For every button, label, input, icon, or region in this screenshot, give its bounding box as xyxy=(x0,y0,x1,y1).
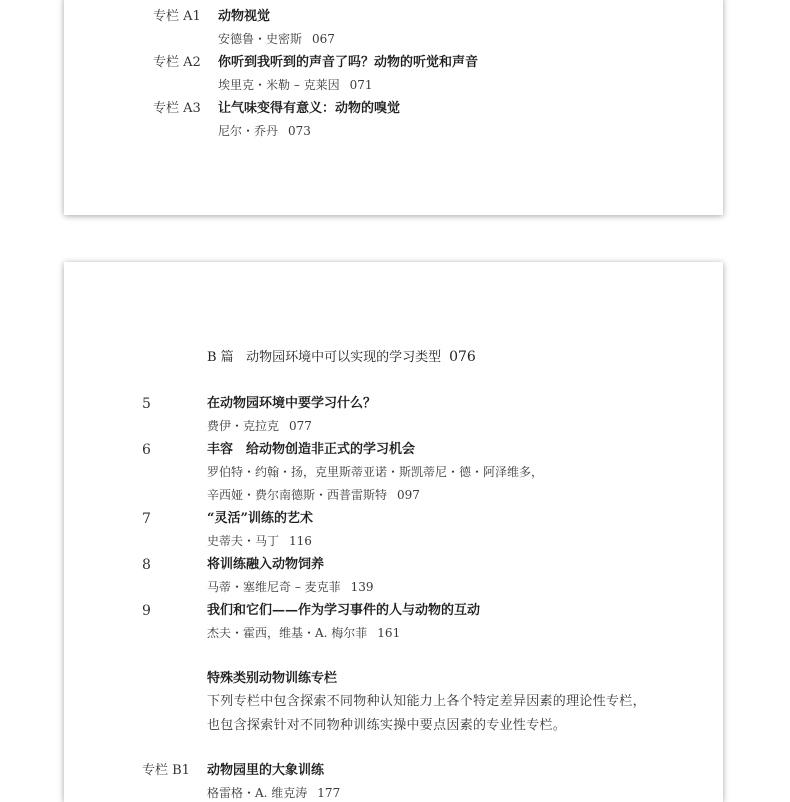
chapter-authors xyxy=(207,535,312,547)
chapter-number: 6 xyxy=(142,442,151,458)
column-label: 专栏 A2 xyxy=(153,55,201,70)
chapter-authors xyxy=(207,627,400,639)
page-number: 139 xyxy=(350,580,374,594)
column-authors xyxy=(218,79,373,91)
page-number: 073 xyxy=(288,124,311,138)
special-section-text: 也包含探索针对不同物种训练实操中要点因素的专业性专栏。 xyxy=(207,718,567,733)
chapter-authors-line: 罗伯特・约翰・扬，克里斯蒂亚诺・斯凯蒂尼・德・阿泽维多， xyxy=(207,465,544,479)
chapter-authors xyxy=(207,420,312,432)
special-section-text: 下列专栏中包含探索不同物种认知能力上各个特定差异因素的理论性专栏， xyxy=(207,694,646,709)
chapter-title[interactable]: 我们和它们——作为学习事件的人与动物的互动 xyxy=(207,603,481,618)
author-names: 杰夫・霍西，维基・A. 梅尔菲 xyxy=(207,626,368,640)
special-section-title[interactable]: 特殊类别动物训练专栏 xyxy=(207,671,338,686)
column-authors xyxy=(207,787,340,799)
page-number: 067 xyxy=(312,32,335,46)
page-number: 177 xyxy=(317,786,341,800)
toc-page-bottom xyxy=(64,262,723,802)
part-label: B 篇 xyxy=(207,350,234,365)
chapter-title[interactable]: 在动物园环境中要学习什么？ xyxy=(207,396,377,411)
chapter-number: 5 xyxy=(142,396,151,412)
chapter-title[interactable]: 丰容 给动物创造非正式的学习机会 xyxy=(207,442,416,457)
toc-page-top xyxy=(64,0,723,215)
column-authors xyxy=(218,125,311,137)
author-names: 安德鲁・史密斯 xyxy=(218,32,303,46)
column-authors xyxy=(218,33,335,45)
author-names: 费伊・克拉克 xyxy=(207,419,280,433)
author-names: 辛西娅・费尔南德斯・西普雷斯特 xyxy=(207,488,388,502)
author-names: 史蒂夫・马丁 xyxy=(207,534,280,548)
chapter-title[interactable]: “灵活”训练的艺术 xyxy=(207,511,313,526)
column-title[interactable]: 动物视觉 xyxy=(218,9,271,24)
author-names: 马蒂・塞维尼奇 – 麦克菲 xyxy=(207,580,341,594)
chapter-authors xyxy=(207,581,374,593)
column-label: 专栏 B1 xyxy=(142,763,190,778)
author-names: 尼尔・乔丹 xyxy=(218,124,279,138)
column-title[interactable]: 让气味变得有意义：动物的嗅觉 xyxy=(218,101,401,116)
page-number: 071 xyxy=(349,78,373,92)
page-number: 077 xyxy=(289,419,312,433)
page-number: 161 xyxy=(377,626,401,640)
chapter-number: 8 xyxy=(142,557,151,573)
author-names: 格雷格・A. 维克涛 xyxy=(207,786,308,800)
chapter-authors xyxy=(207,489,420,501)
chapter-title[interactable]: 将训练融入动物饲养 xyxy=(207,557,325,572)
page-number: 097 xyxy=(397,488,420,502)
author-names: 埃里克・米勒 – 克莱因 xyxy=(218,78,340,92)
chapter-number: 9 xyxy=(142,603,151,619)
part-heading[interactable] xyxy=(207,350,476,364)
page-number: 116 xyxy=(289,534,312,548)
page-number: 076 xyxy=(449,349,476,365)
column-label: 专栏 A3 xyxy=(153,101,201,116)
column-label: 专栏 A1 xyxy=(153,9,201,24)
part-title: 动物园环境中可以实现的学习类型 xyxy=(246,350,442,365)
chapter-number: 7 xyxy=(142,511,151,527)
column-title[interactable]: 动物园里的大象训练 xyxy=(207,763,325,778)
column-title[interactable]: 你听到我听到的声音了吗？动物的听觉和声音 xyxy=(218,55,479,70)
